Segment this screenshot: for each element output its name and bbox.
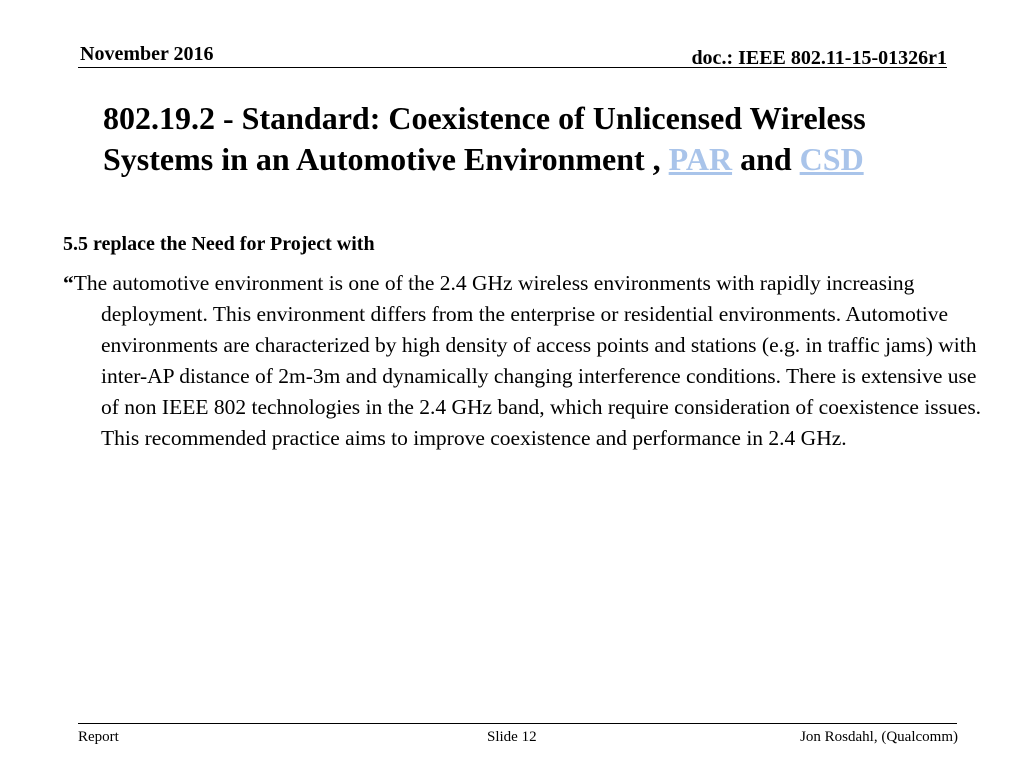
open-quote: “ <box>63 271 74 295</box>
footer-slide-number: Slide 12 <box>487 729 537 745</box>
csd-link[interactable]: CSD <box>799 141 864 177</box>
slide-title <box>103 98 963 180</box>
slide-title-text: 802.19.2 - Standard: Coexistence of Unlicensed Wireless Systems in an Automotive Environment , <box>103 100 866 177</box>
footer-divider <box>78 723 957 724</box>
header-divider <box>78 67 947 68</box>
par-link[interactable]: PAR <box>668 141 733 177</box>
slide-title-and: and <box>732 141 800 177</box>
body-paragraph: The automotive environment is one of the 2.4 GHz wireless environments with rapidly increasing deployment. This environment differs from the enterprise or residential environments. Automotive environments are characterized by high density of access points and stations (e.g. in traffic jams) with inter-AP distance of 2m-3m and dynamically changing interference conditions. There is extensive use of non IEEE 802 technologies in the 2.4 GHz band, which require consideration of coexistence issues. This recommended practice aims to improve coexistence and performance in 2.4 GHz. <box>73 271 982 450</box>
section-heading: 5.5 replace the Need for Project with <box>63 233 375 255</box>
footer-report: Report <box>78 729 119 745</box>
header-date: November 2016 <box>80 43 214 65</box>
need-for-project-text <box>63 268 983 454</box>
header-doc-id: doc.: IEEE 802.11-15-01326r1 <box>691 47 947 69</box>
footer-author: Jon Rosdahl, (Qualcomm) <box>800 729 958 745</box>
